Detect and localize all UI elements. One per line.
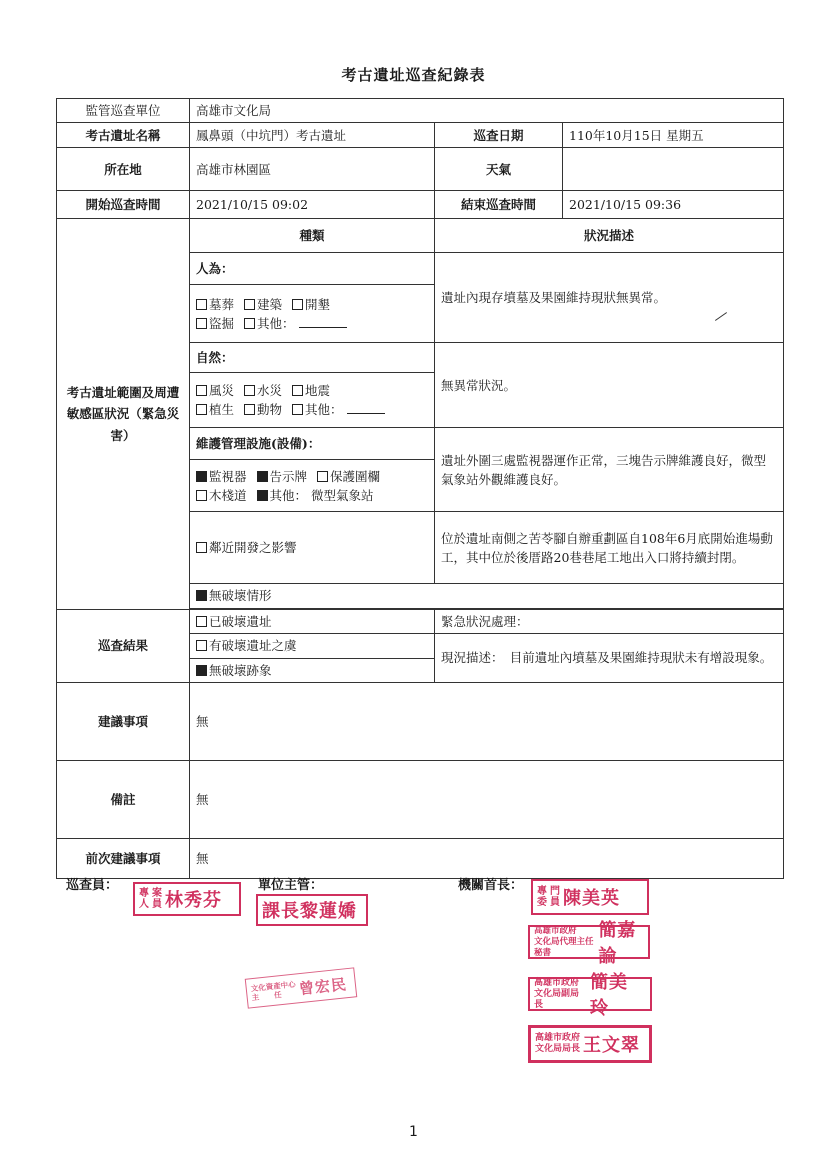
center-director-stamp: 文化資產中心 主 任 曾宏民 (245, 967, 358, 1008)
form-title: 考古遺址巡查紀錄表 (341, 66, 486, 84)
nature-label: 自然： (190, 343, 435, 373)
director-stamp: 高雄市政府 文化局局長 王文翠 (528, 1025, 652, 1063)
vegetation-checkbox[interactable]: 植生 (196, 402, 234, 417)
checkbox-box (196, 385, 207, 396)
remark-value: 無 (190, 760, 784, 838)
checkbox-box-checked (196, 665, 207, 676)
checkbox-box-checked (196, 471, 207, 482)
start-time-label: 開始巡查時間 (57, 191, 190, 219)
date-label: 巡查日期 (435, 123, 563, 148)
flood-checkbox[interactable]: 水災 (244, 383, 282, 398)
head-stamp-specialist: 專 委 門 員 陳美英 (531, 879, 649, 915)
maintenance-options (190, 460, 435, 512)
other-blank (347, 403, 385, 414)
previous-suggestion-label: 前次建議事項 (57, 838, 190, 878)
end-time-value: 2021/10/15 09:36 (563, 191, 784, 219)
animal-checkbox[interactable]: 動物 (244, 402, 282, 417)
risk-option[interactable]: 有破壞遺址之虞 (190, 634, 435, 658)
human-label: 人為： (190, 253, 435, 285)
supervisor-stamp: 課長黎蓮嬌 (256, 894, 368, 926)
supervisor-label: 單位主管： (258, 878, 324, 893)
cctv-checkbox[interactable]: 監視器 (196, 469, 247, 484)
date-value: 110年10月15日 星期五 (563, 123, 784, 148)
unit-label: 監管巡查單位 (57, 99, 190, 123)
suggestion-label: 建議事項 (57, 682, 190, 760)
result-label: 巡查結果 (57, 609, 190, 682)
checkbox-box-checked (196, 590, 207, 601)
checkbox-box (292, 299, 303, 310)
typhoon-checkbox[interactable]: 風災 (196, 383, 234, 398)
destroyed-option[interactable]: 已破壞遺址 (190, 609, 435, 633)
weather-station-text: 微型氣象站 (311, 487, 374, 503)
signboard-checkbox[interactable]: 告示牌 (257, 469, 308, 484)
description-column-header: 狀況描述 (435, 219, 784, 253)
suggestion-value: 無 (190, 682, 784, 760)
burial-checkbox[interactable]: 墓葬 (196, 297, 234, 312)
weather-label: 天氣 (435, 148, 563, 191)
checkbox-box (292, 404, 303, 415)
checkbox-box (292, 385, 303, 396)
boardwalk-checkbox[interactable]: 木棧道 (196, 488, 247, 503)
checkbox-box (244, 318, 255, 329)
checkbox-box (196, 318, 207, 329)
head-label: 機關首長： (458, 878, 524, 893)
previous-suggestion-value: 無 (190, 838, 784, 878)
deputy-director-stamp: 高雄市政府 文化局副局長 簡美玲 (528, 977, 652, 1011)
checkbox-box (244, 385, 255, 396)
human-options (190, 285, 435, 343)
inspector-label: 巡查員： (66, 878, 119, 893)
site-name-label: 考古遺址名稱 (57, 123, 190, 148)
maintenance-label: 維護管理設施(設備)： (190, 428, 435, 460)
weather-value (563, 148, 784, 191)
inspector-stamp: 專 人 案 員 林秀芬 (133, 882, 241, 916)
building-checkbox[interactable]: 建築 (244, 297, 282, 312)
checkbox-box (196, 542, 207, 553)
nature-options (190, 373, 435, 428)
maintenance-description: 遺址外圍三處監視器運作正常，三塊告示牌維護良好，微型氣象站外觀維護良好。 (435, 428, 784, 512)
checkbox-box (196, 299, 207, 310)
human-other-checkbox[interactable]: 其他： (244, 316, 347, 331)
checkbox-box (196, 404, 207, 415)
maintenance-other-checkbox[interactable]: 其他： 微型氣象站 (257, 488, 374, 503)
end-time-label: 結束巡查時間 (435, 191, 563, 219)
site-name-value: 鳳鼻頭（中坑門）考古遺址 (190, 123, 435, 148)
earthquake-checkbox[interactable]: 地震 (292, 383, 330, 398)
inspection-form (56, 98, 784, 879)
checkbox-box (196, 490, 207, 501)
current-status-description: 現況描述： 目前遺址內墳墓及果園維持現狀未有增設現象。 (435, 634, 784, 683)
remark-label: 備註 (57, 760, 190, 838)
location-value: 高雄市林園區 (190, 148, 435, 191)
cultivation-checkbox[interactable]: 開墾 (292, 297, 330, 312)
checkbox-box (317, 471, 328, 482)
start-time-value: 2021/10/15 09:02 (190, 191, 435, 219)
looting-checkbox[interactable]: 盜掘 (196, 316, 234, 331)
other-blank (299, 317, 347, 328)
unit-value: 高雄市文化局 (190, 99, 784, 123)
nearby-development-description: 位於遺址南側之苦苓腳自辦重劃區自108年6月底開始進場動工，其中位於後厝路20巷巷尾工地出入口將持續封閉。 (435, 512, 784, 584)
no-trace-option[interactable]: 無破壞跡象 (190, 658, 435, 682)
checkbox-box (244, 404, 255, 415)
page-number: 1 (409, 1124, 418, 1140)
checkbox-box (244, 299, 255, 310)
checkbox-box (196, 616, 207, 627)
type-column-header: 種類 (190, 219, 435, 253)
nature-description: 無異常狀況。 (435, 343, 784, 428)
emergency-handling: 緊急狀況處理： (435, 609, 784, 633)
checkbox-box-checked (257, 471, 268, 482)
no-damage-option[interactable]: 無破壞情形 (190, 584, 784, 608)
acting-secretary-stamp: 高雄市政府 文化局代理主任秘書 簡嘉論 (528, 925, 650, 959)
status-section-label: 考古遺址範圍及周遭敏感區狀況（緊急災害） (57, 219, 190, 609)
checkbox-box-checked (257, 490, 268, 501)
checkbox-box (196, 640, 207, 651)
nature-other-checkbox[interactable]: 其他： (292, 402, 385, 417)
location-label: 所在地 (57, 148, 190, 191)
fence-checkbox[interactable]: 保護圍欄 (317, 469, 380, 484)
nearby-development-option[interactable]: 鄰近開發之影響 (190, 512, 435, 584)
human-description: 遺址內現存墳墓及果園維持現狀無異常。 (435, 253, 784, 343)
